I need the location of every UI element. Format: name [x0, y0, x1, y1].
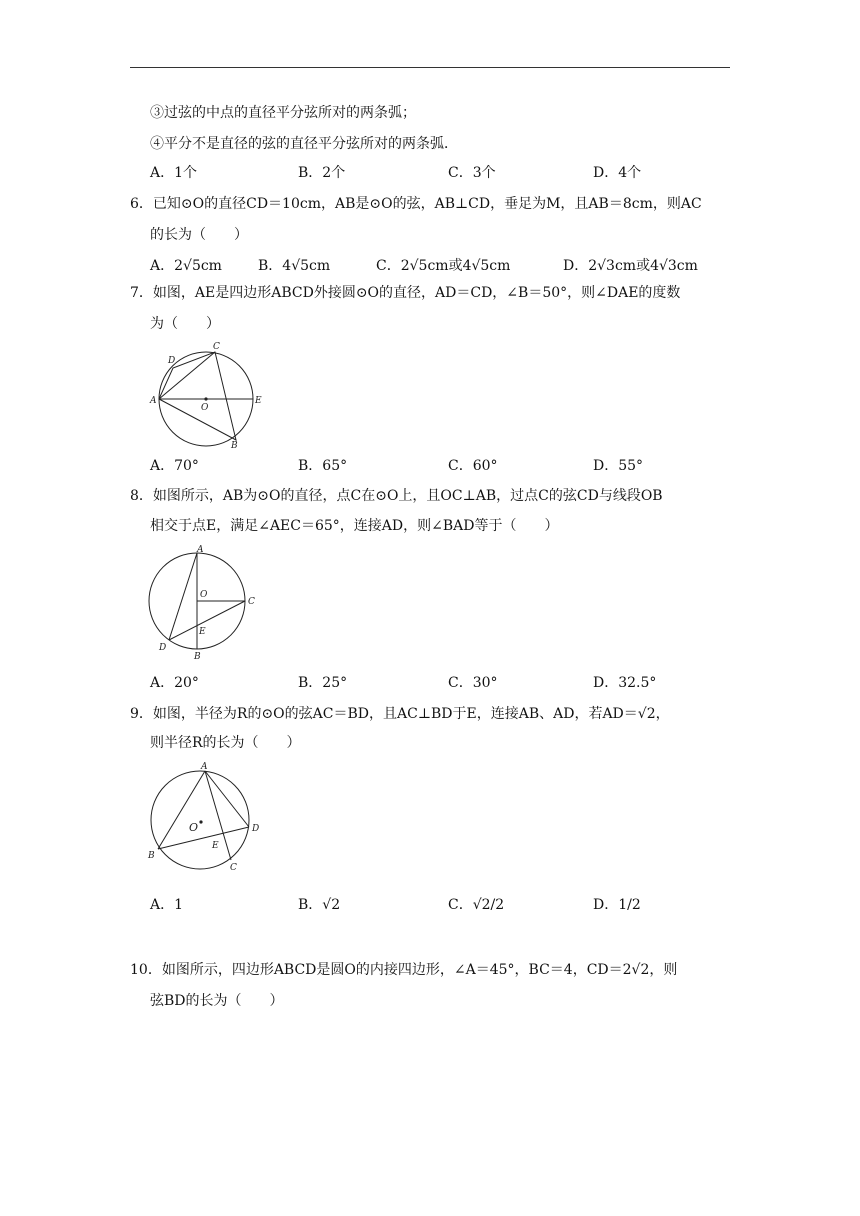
- fig7-label-c: C: [213, 342, 220, 352]
- fig7-label-a: A: [150, 396, 157, 406]
- fig8-label-a: A: [197, 545, 204, 555]
- fig7-label-b: B: [231, 441, 238, 450]
- q6-option-c[interactable]: C．2√5cm或4√5cm: [376, 258, 511, 274]
- fig9-label-d: D: [252, 824, 260, 834]
- q8-option-d[interactable]: D．32.5°: [593, 675, 657, 691]
- fig9-label-a: A: [201, 762, 208, 772]
- q10-stem-line1: 10．如图所示，四边形ABCD是圆O的内接四边形，∠A＝45°，BC＝4，CD＝2√2，则: [130, 962, 678, 978]
- fig7-label-e: E: [255, 396, 262, 406]
- figure-q7: [148, 340, 268, 450]
- fig8-label-o: O: [200, 590, 208, 600]
- q8-stem-line1: 8．如图所示，AB为⊙O的直径，点C在⊙O上，且OC⊥AB，过点C的弦CD与线段OB: [130, 488, 663, 504]
- fig9-label-b: B: [148, 851, 155, 861]
- fig9-label-c: C: [230, 863, 237, 873]
- fig8-label-c: C: [248, 597, 255, 607]
- q9-stem-line1: 9．如图，半径为R的⊙O的弦AC＝BD，且AC⊥BD于E，连接AB、AD，若AD＝√2，: [130, 706, 670, 722]
- q7-option-d[interactable]: D．55°: [593, 458, 644, 474]
- q6-stem-line1: 6．已知⊙O的直径CD＝10cm，AB是⊙O的弦，AB⊥CD，垂足为M，且AB＝8cm，则AC: [130, 196, 702, 212]
- q5-option-a[interactable]: A．1个: [150, 165, 198, 181]
- q8-option-c[interactable]: C．30°: [448, 675, 498, 691]
- statement-4: ④平分不是直径的弦的直径平分弦所对的两条弧．: [150, 136, 458, 152]
- q7-option-a[interactable]: A．70°: [150, 458, 199, 474]
- fig8-label-b: B: [194, 652, 201, 662]
- q9-option-c[interactable]: C．√2/2: [448, 897, 505, 913]
- fig8-label-e: E: [199, 627, 206, 637]
- statement-3: ③过弦的中点的直径平分弦所对的两条弧；: [150, 105, 416, 121]
- q6-option-b[interactable]: B．4√5cm: [258, 258, 331, 274]
- q7-stem-line1: 7．如图，AE是四边形ABCD外接圆⊙O的直径，AD＝CD，∠B＝50°，则∠DAE的度数: [130, 285, 681, 301]
- figure-q8: [145, 543, 265, 663]
- q10-stem-line2: 弦BD的长为（ ）: [150, 993, 284, 1009]
- q6-option-d[interactable]: D．2√3cm或4√3cm: [563, 258, 698, 274]
- q8-option-b[interactable]: B．25°: [298, 675, 348, 691]
- q7-option-c[interactable]: C．60°: [448, 458, 498, 474]
- q9-stem-line2: 则半径R的长为（ ）: [150, 735, 301, 751]
- q6-option-a[interactable]: A．2√5cm: [150, 258, 222, 274]
- fig7-label-o: O: [201, 403, 209, 413]
- q7-stem-line2: 为（ ）: [150, 316, 220, 332]
- q9-option-b[interactable]: B．√2: [298, 897, 341, 913]
- q6-stem-line2: 的长为（ ）: [150, 227, 248, 243]
- q9-option-a[interactable]: A．1: [150, 897, 184, 913]
- figure-q9: [143, 760, 268, 875]
- q7-option-b[interactable]: B．65°: [298, 458, 348, 474]
- q9-option-d[interactable]: D．1/2: [593, 897, 641, 913]
- q5-option-c[interactable]: C．3个: [448, 165, 496, 181]
- fig7-label-d: D: [168, 356, 176, 366]
- q5-option-b[interactable]: B．2个: [298, 165, 346, 181]
- fig8-label-d: D: [159, 643, 167, 653]
- fig9-label-o: O: [189, 821, 199, 834]
- header-rule: [130, 67, 730, 68]
- fig9-label-e: E: [212, 841, 219, 851]
- q8-stem-line2: 相交于点E，满足∠AEC＝65°，连接AD，则∠BAD等于（ ）: [150, 518, 559, 534]
- q8-option-a[interactable]: A．20°: [150, 675, 199, 691]
- q5-option-d[interactable]: D．4个: [593, 165, 642, 181]
